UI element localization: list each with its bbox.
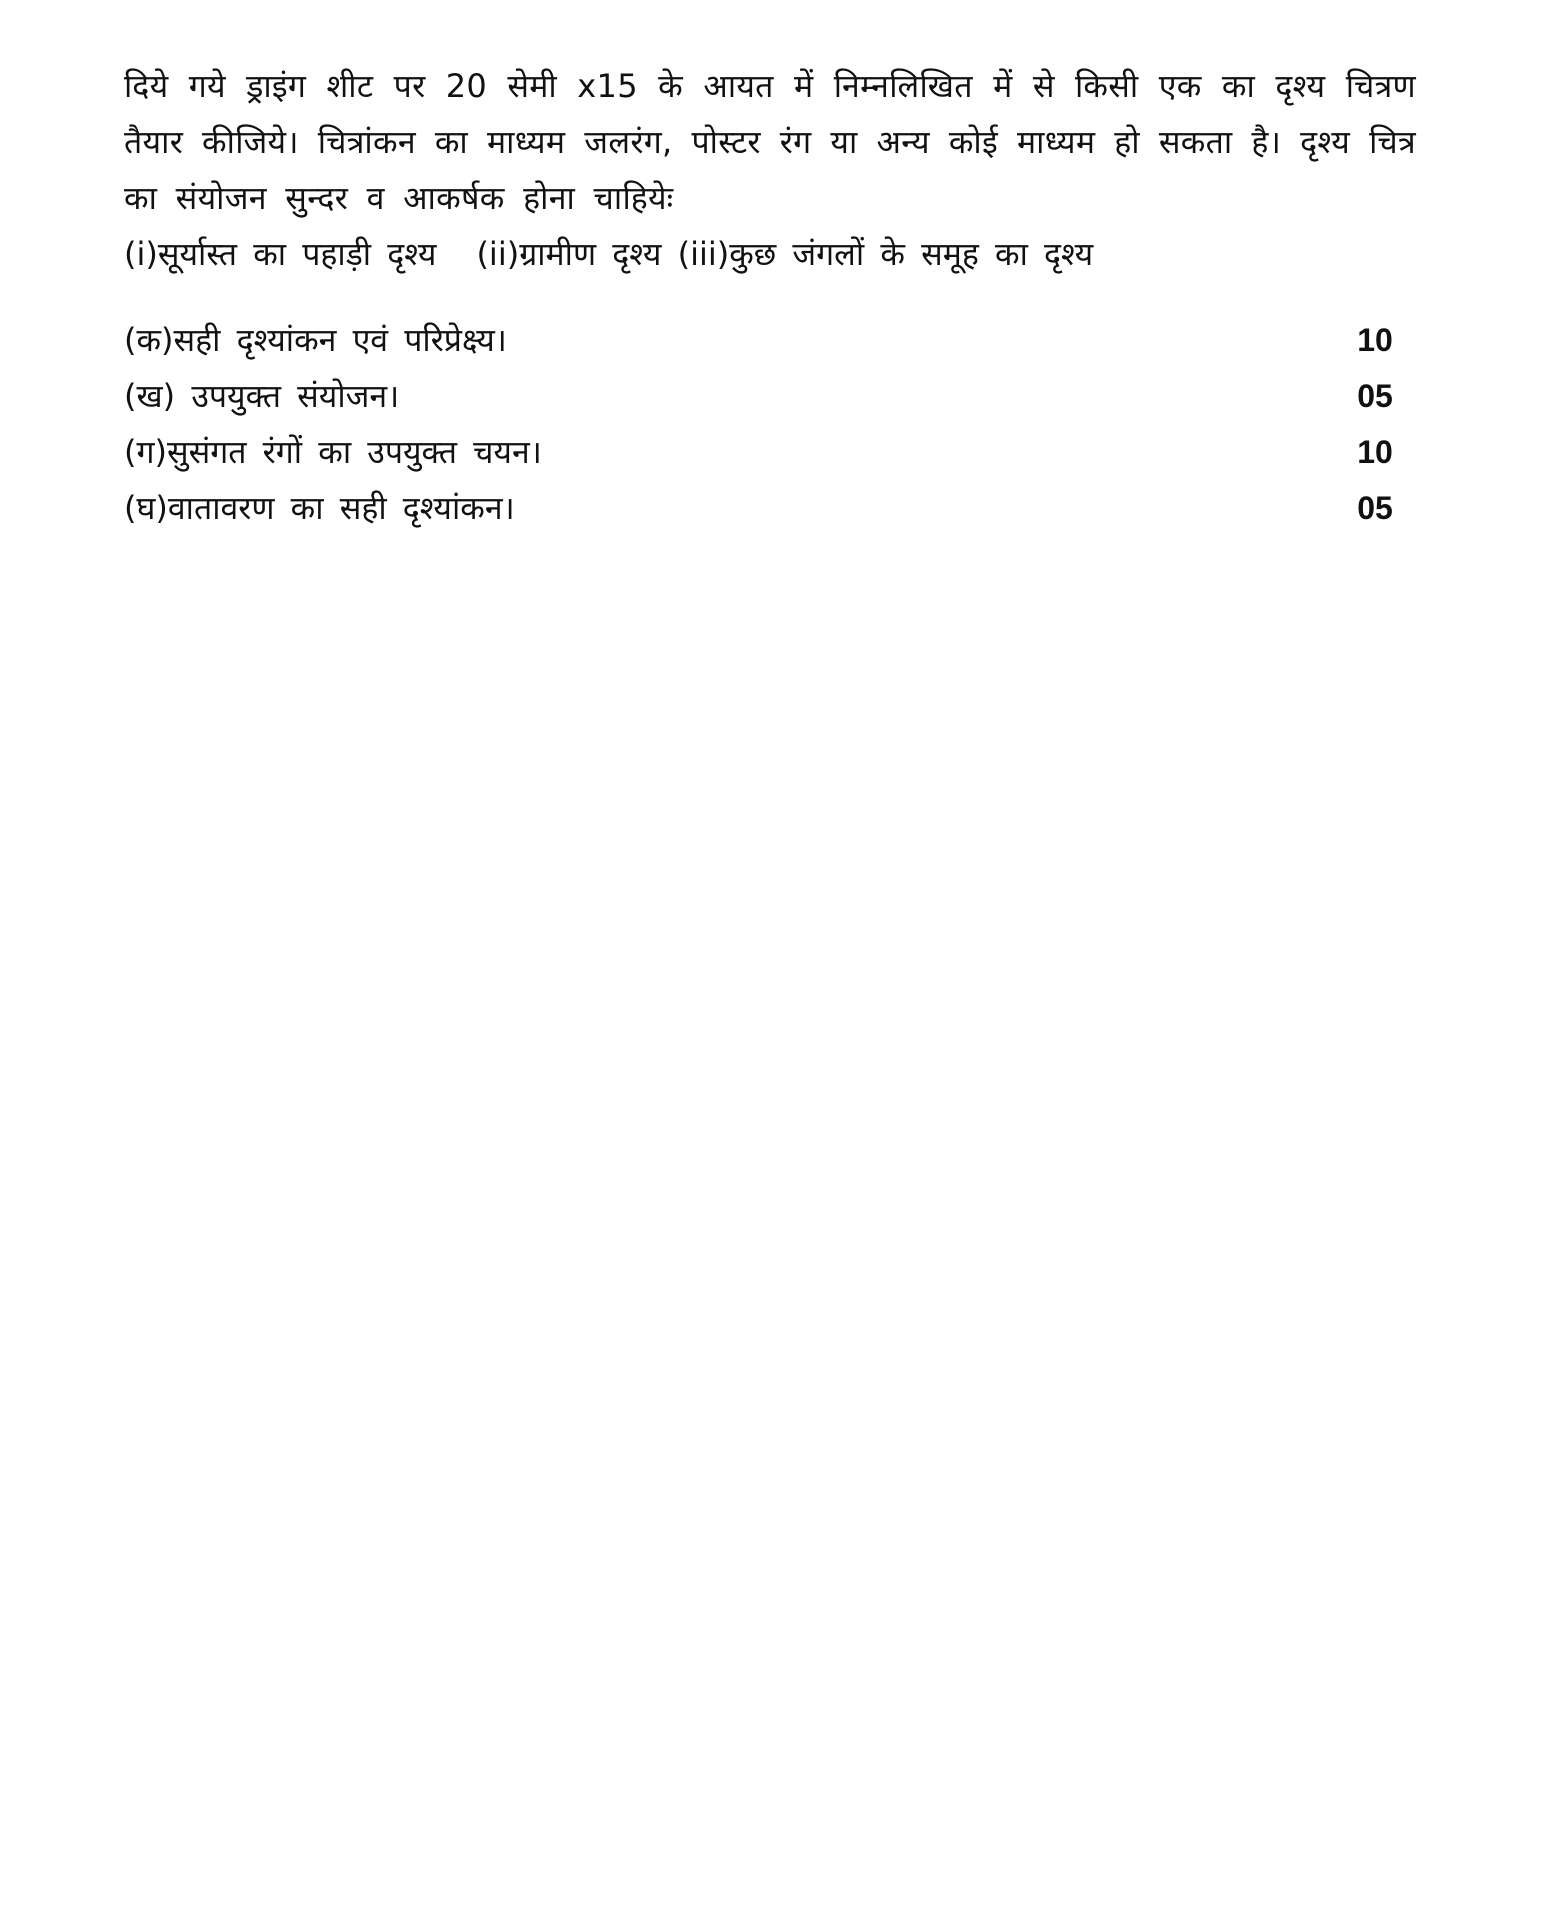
scene-options — [124, 226, 1416, 282]
marking-criteria — [124, 312, 1416, 536]
option-mountain-sunset: (i)सूर्यास्त का पहाड़ी दृश्य — [124, 235, 437, 273]
criteria-row — [124, 312, 1416, 368]
criteria-row — [124, 368, 1416, 424]
option-forest-group: (iii)कुछ जंगलों के समूह का दृश्य — [677, 235, 1094, 273]
document-page — [124, 58, 1416, 536]
criteria-label: (ग)सुसंगत रंगों का उपयुक्त चयन। — [124, 433, 542, 471]
option-village-scene: (ii)ग्रामीण दृश्य — [476, 235, 662, 273]
criteria-label: (ख) उपयुक्त संयोजन। — [124, 377, 400, 415]
criteria-label: (क)सही दृश्यांकन एवं परिप्रेक्ष्य। — [124, 321, 507, 359]
criteria-marks: 10 — [1357, 322, 1393, 358]
criteria-row — [124, 480, 1416, 536]
criteria-marks: 05 — [1357, 490, 1393, 526]
criteria-marks: 10 — [1357, 434, 1393, 470]
criteria-row — [124, 424, 1416, 480]
criteria-label: (घ)वातावरण का सही दृश्यांकन। — [124, 489, 515, 527]
question-paragraph: दिये गये ड्राइंग शीट पर 20 सेमी x15 के आयत में निम्नलिखित में से किसी एक का दृश्य चित्रण तैयार कीजिये। चित्रांकन का माध्यम जलरंग, पोस्टर रंग या अन्य कोई माध्यम हो सकता है। दृश्य चित्र का संयोजन सुन्दर व आकर्षक होना चाहियेः — [124, 67, 1416, 217]
criteria-marks: 05 — [1357, 378, 1393, 414]
